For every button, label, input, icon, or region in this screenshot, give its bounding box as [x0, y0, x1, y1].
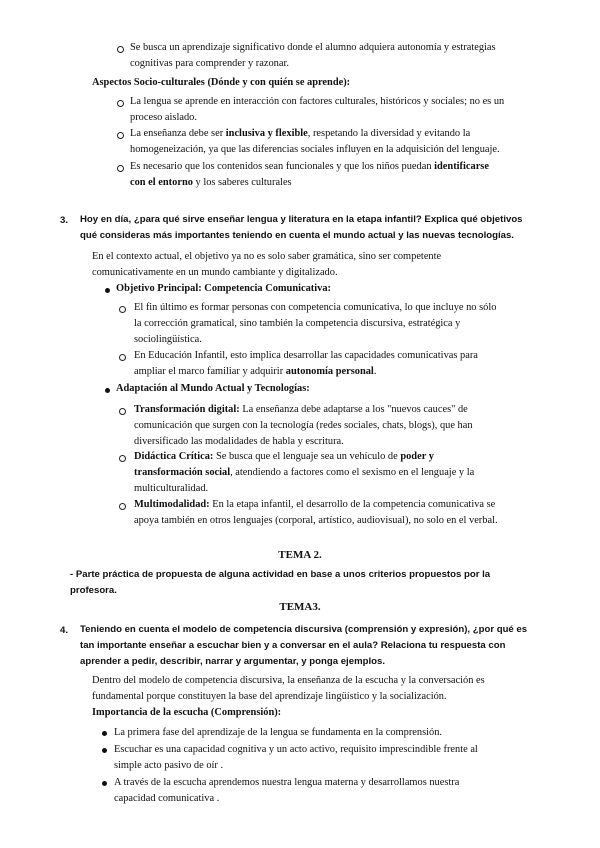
item-text: Escuchar es una capacidad cognitiva y un acto activo, requisito imprescindible frente al	[114, 744, 478, 755]
item-text: En Educación Infantil, esto implica desarrollar las capacidades comunicativas para	[134, 350, 478, 361]
subsection-heading: Adaptación al Mundo Actual y Tecnologías:	[116, 383, 310, 394]
hollow-bullet-icon	[117, 100, 124, 107]
item-text: Se busca un aprendizaje significativo donde el alumno adquiera autonomía y estrategias	[130, 42, 496, 53]
list-item	[130, 159, 489, 191]
bold-term: Multimodalidad:	[134, 499, 210, 510]
item-text: diversificado las modalidades de habla y escritura.	[134, 436, 344, 447]
item-text: El fin último es formar personas con competencia comunicativa, lo que incluye no sólo	[134, 302, 497, 313]
item-text: , atendiendo a factores como el sexismo en el lenguaje y la	[230, 467, 475, 478]
item-text: proceso aislado.	[130, 112, 197, 123]
bullet-icon	[105, 388, 110, 393]
item-text: apoya también en otros lenguajes (corporal, artístico, audiovisual), no solo en el verbal.	[134, 515, 498, 526]
list-item	[130, 94, 504, 126]
item-text: , respetando la diversidad y evitando la	[307, 128, 471, 139]
question-line: qué consideras más importantes teniendo en cuenta el mundo actual y las nuevas tecnologías.	[80, 230, 514, 241]
note-line: profesora.	[70, 585, 117, 596]
item-text: La enseñanza debe adaptarse a los "nuevos cauces" de	[239, 404, 468, 415]
bullet-icon	[102, 748, 107, 753]
section-title: TEMA3.	[279, 601, 321, 613]
subsection-heading: Objetivo Principal: Competencia Comunicativa:	[116, 283, 332, 294]
item-text: ampliar el marco familiar y adquirir	[134, 366, 286, 377]
question-line: aprender a pedir, describir, narrar y argumentar, y ponga ejemplos.	[80, 656, 385, 667]
note-line: - Parte práctica de propuesta de alguna actividad en base a unos criterios propuestos por la	[70, 569, 491, 580]
bold-term: con el entorno	[130, 177, 193, 188]
hollow-bullet-icon	[119, 306, 126, 313]
item-text: cognitivas para comprender y razonar.	[130, 58, 289, 69]
list-item	[130, 126, 500, 158]
item-text: La primera fase del aprendizaje de la lengua se fundamenta en la comprensión.	[114, 727, 443, 738]
question-text	[80, 212, 523, 244]
item-text: homogeneización, ya que las diferencias sociales influyen en la adquisición del lenguaje.	[130, 144, 500, 155]
section-heading: Aspectos Socio-culturales (Dónde y con quién se aprende):	[92, 77, 351, 88]
hollow-bullet-icon	[119, 455, 126, 462]
item-text: En la etapa infantil, el desarrollo de la competencia comunicativa se	[209, 499, 496, 510]
item-text: sociolingüística.	[134, 334, 202, 345]
list-item	[114, 775, 459, 807]
paragraph	[92, 673, 485, 705]
bold-term: identificarse	[434, 161, 489, 172]
bold-term: autonomía personal	[285, 366, 374, 377]
question-number: 4.	[60, 625, 69, 636]
paragraph-line: comunicativamente en un mundo cambiante y digitalizado.	[92, 267, 338, 278]
question-line: Teniendo en cuenta el modelo de competencia discursiva (comprensión y expresión), ¿por qué es	[80, 624, 528, 635]
bold-term: inclusiva y flexible	[225, 128, 308, 139]
bold-term: Transformación digital:	[134, 404, 240, 415]
hollow-bullet-icon	[119, 503, 126, 510]
section-title: TEMA 2.	[278, 549, 322, 561]
list-item	[134, 497, 498, 529]
subsection-heading: Importancia de la escucha (Comprensión):	[92, 707, 282, 718]
item-text: capacidad comunicativa .	[114, 793, 220, 804]
item-text: La enseñanza debe ser	[130, 128, 226, 139]
list-item	[114, 742, 478, 774]
item-text: la corrección gramatical, sino también la competencia discursiva, estratégica y	[134, 318, 461, 329]
bullet-icon	[105, 288, 110, 293]
bold-term: transformación social	[134, 467, 231, 478]
paragraph-line: En el contexto actual, el objetivo ya no es solo saber gramática, sino ser competente	[92, 251, 442, 262]
question-line: tan importante enseñar a escuchar bien y a conversar en el aula? Relaciona tu respuesta con	[80, 640, 506, 651]
hollow-bullet-icon	[119, 354, 126, 361]
list-item	[130, 40, 496, 72]
bullet-icon	[102, 781, 107, 786]
list-item	[134, 402, 473, 450]
item-text: comunicación que surgen con la tecnología (redes sociales, chats, blogs), que han	[134, 420, 473, 431]
bold-term: poder y	[400, 451, 434, 462]
hollow-bullet-icon	[119, 408, 126, 415]
hollow-bullet-icon	[117, 46, 124, 53]
question-line: Hoy en día, ¿para qué sirve enseñar lengua y literatura en la etapa infantil? Explica qué objetivos	[80, 214, 523, 225]
list-item	[114, 725, 442, 741]
item-text: Es necesario que los contenidos sean funcionales y que los niños puedan	[130, 161, 435, 172]
hollow-bullet-icon	[117, 165, 124, 172]
paragraph-line: Dentro del modelo de competencia discursiva, la enseñanza de la escucha y la conversación es	[92, 675, 485, 686]
item-text: simple acto pasivo de oír .	[114, 760, 224, 771]
list-item	[134, 300, 496, 348]
item-text: multiculturalidad.	[134, 483, 209, 494]
hollow-bullet-icon	[117, 132, 124, 139]
paragraph-line: fundamental porque constituyen la base del aprendizaje lingüístico y la socialización.	[92, 691, 447, 702]
paragraph	[92, 249, 441, 281]
item-text: Se busca que el lenguaje sea un vehículo de	[213, 451, 401, 462]
section-note	[70, 567, 490, 599]
list-item	[134, 449, 474, 497]
list-item	[134, 348, 478, 380]
bold-term: Didáctica Crítica:	[134, 451, 214, 462]
item-text: y los saberes culturales	[192, 177, 292, 188]
question-number: 3.	[60, 215, 69, 226]
question-text	[80, 622, 527, 670]
item-text: .	[373, 366, 377, 377]
bullet-icon	[102, 731, 107, 736]
item-text: A través de la escucha aprendemos nuestra lengua materna y desarrollamos nuestra	[114, 777, 460, 788]
item-text: La lengua se aprende en interacción con factores culturales, históricos y sociales; no es un	[130, 96, 505, 107]
